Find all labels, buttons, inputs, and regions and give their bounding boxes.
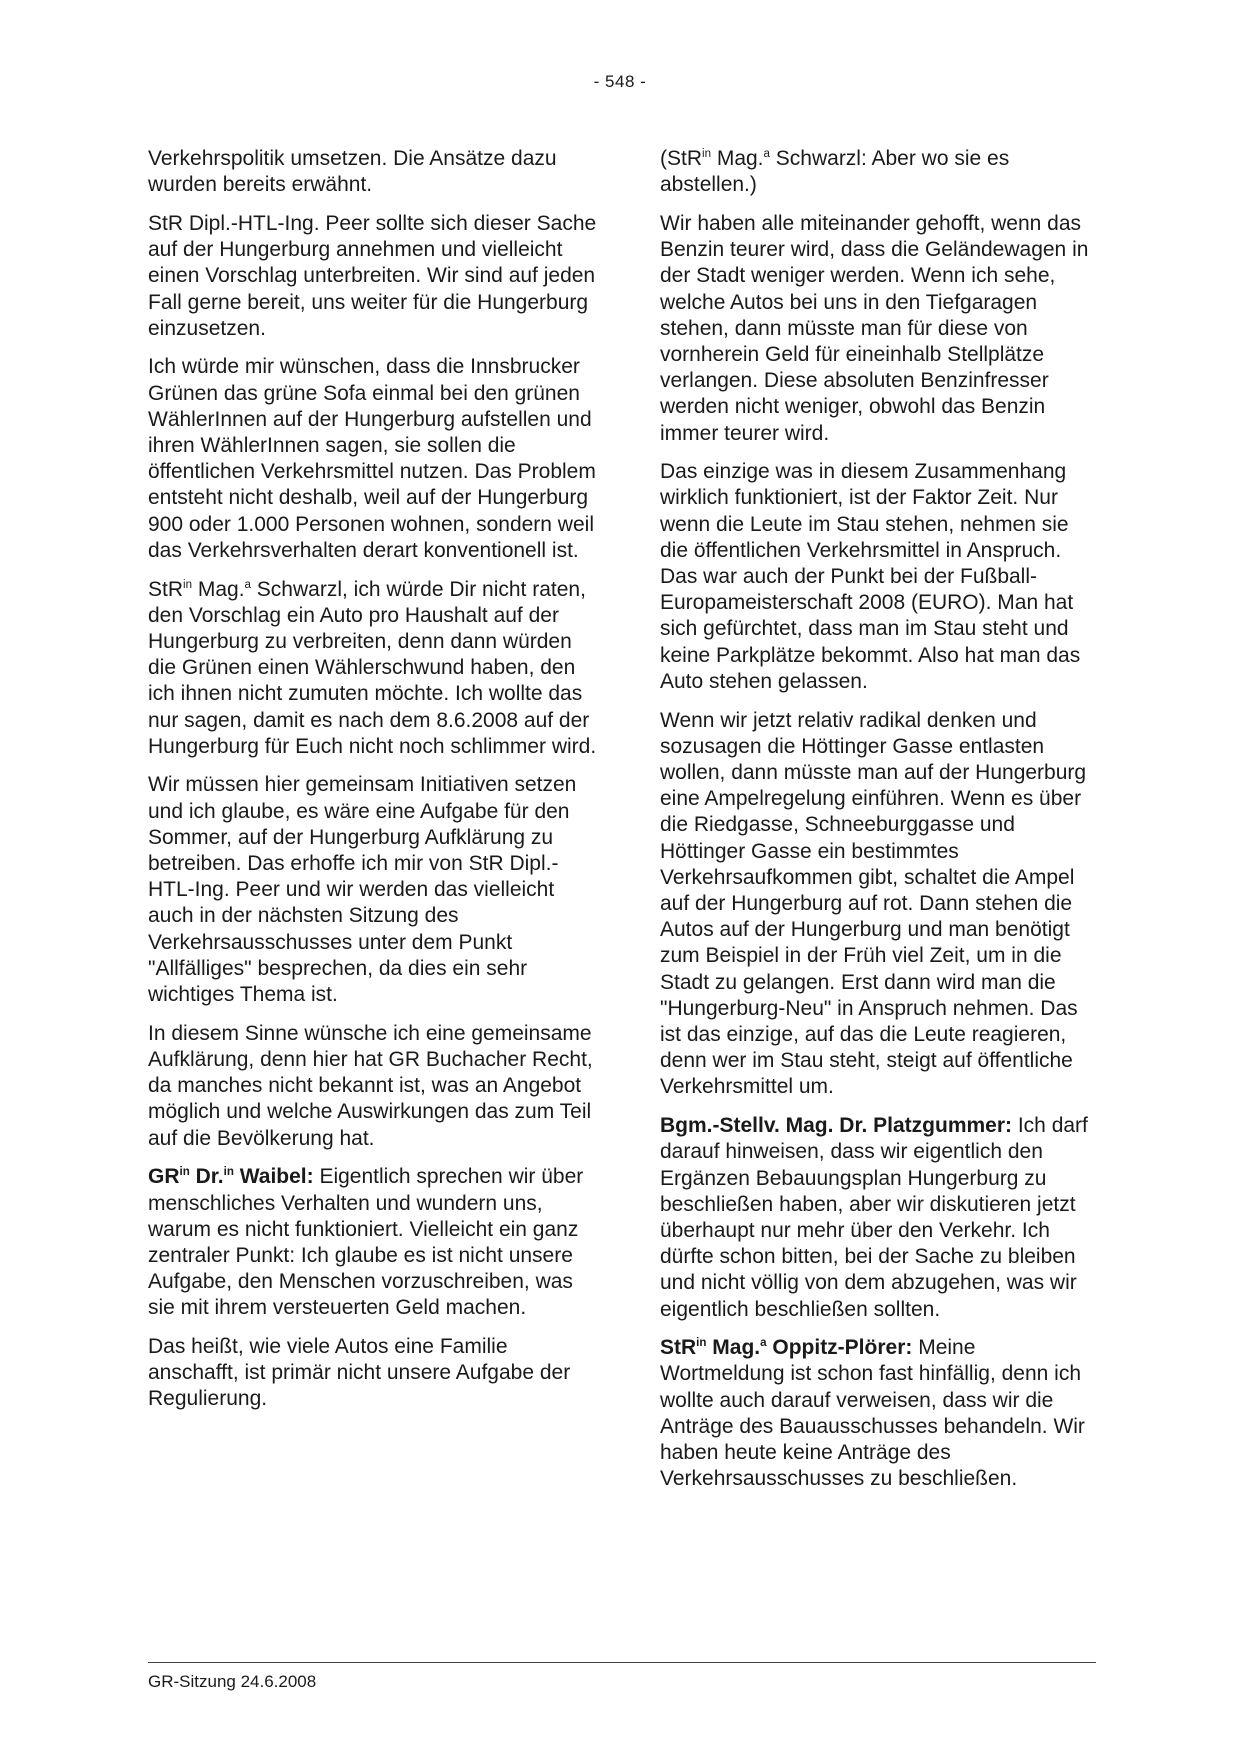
speaker-name: Bgm.-Stellv. Mag. Dr. Platzgummer:	[660, 1114, 1013, 1138]
paragraph: Wir müssen hier gemeinsam Initiativen setzen und ich glaube, es wäre eine Aufgabe für den Sommer, auf der Hungerburg Aufklärung zu betreiben. Das erhoffe ich mir von StR Dipl.-HTL-Ing. Peer und wir werden das vielleicht auch in der nächsten Sitzung des Verkehrsausschusses unter dem Punkt "Allfälliges" besprechen, da dies ein sehr wichtiges Thema ist.	[148, 773, 577, 1007]
paragraph-text: Eigentlich sprechen wir über menschliches Verhalten und wundern uns, warum es nicht funktioniert. Vielleicht ein ganz zentraler Punkt: Ich glaube es ist nicht unsere Aufgabe, den Menschen vorzuschreiben, was sie mit ihrem versteuerten Geld machen.	[148, 1165, 584, 1320]
speaker-title: GR	[148, 1165, 180, 1189]
paragraph-text: Meine Wortmeldung ist schon fast hinfällig, denn ich wollte auch darauf verweisen, dass wir die Anträge des Bauausschusses behandeln. Wir haben heute keine Anträge des Verkehrsausschusses zu beschließen.	[660, 1336, 1085, 1491]
footer-text: GR-Sitzung 24.6.2008	[148, 1672, 317, 1691]
speaker-title: Mag.	[192, 577, 245, 601]
speaker-name	[660, 1336, 912, 1359]
paragraph-text: Schwarzl, ich würde Dir nicht raten, den Vorschlag ein Auto pro Haushalt auf der Hungerburg zu verbreiten, denn dann würden die Grünen einen Wählerschwund haben, den ich ihnen nicht zumuten möchte. Ich wollte das nur sagen, damit es nach dem 8.6.2008 auf der Hungerburg für Euch nicht noch schlimmer wird.	[148, 577, 597, 758]
paragraph: In diesem Sinne wünsche ich eine gemeinsame Aufklärung, denn hier hat GR Buchacher Recht, da manches nicht bekannt ist, was an Angebot möglich und welche Auswirkungen das zum Teil auf die Bevölkerung hat.	[148, 1021, 593, 1150]
paragraph	[148, 577, 598, 760]
superscript: a	[763, 148, 770, 160]
paragraph-text: Schwarzl: Aber wo sie es abstellen.)	[660, 147, 1010, 197]
speaker-name	[148, 1165, 314, 1188]
paragraph: Wenn wir jetzt relativ radikal denken und sozusagen die Höttinger Gasse entlasten wollen, dann müsste man auf der Hungerburg eine Ampelregelung einführen. Wenn es über die Riedgasse, Schneeburggasse und Höttinger Gasse ein bestimmtes Verkehrsaufkommen gibt, schaltet die Ampel auf der Hungerburg auf rot. Dann stehen die Autos auf der Hungerburg und man benötigt zum Beispiel in der Früh viel Zeit, um in die Stadt zu gelangen. Erst dann wird man die "Hungerburg-Neu" in Anspruch nehmen. Das ist das einzige, auf das die Leute reagieren, denn wer im Stau steht, steigt auf öffentliche Verkehrsmittel um.	[660, 708, 1087, 1099]
paragraph	[660, 146, 1100, 198]
speaker-title: Mag.	[711, 147, 764, 170]
speaker-title: Dr.	[189, 1165, 224, 1189]
paragraph: Das heißt, wie viele Autos eine Familie anschafft, ist primär nicht unsere Aufgabe der Regulierung.	[148, 1335, 571, 1411]
paragraph: Ich würde mir wünschen, dass die Innsbrucker Grünen das grüne Sofa einmal bei den grünen WählerInnen auf der Hungerburg aufstellen und ihren WählerInnen sagen, sie sollen die öffentlichen Verkehrsmittel nutzen. Das Problem entsteht nicht deshalb, weil auf der Hungerburg 900 oder 1.000 Personen wohnen, sondern weil das Verkehrsverhalten derart konventionell ist.	[148, 355, 596, 562]
paragraph	[660, 1335, 1100, 1492]
speaker-surname: Waibel:	[233, 1165, 314, 1189]
paragraph: Das einzige was in diesem Zusammenhang wirklich funktioniert, ist der Faktor Zeit. Nur wenn die Leute im Stau stehen, nehmen sie die öffentlichen Verkehrsmittel in Anspruch. Das war auch der Punkt bei der Fußball-Europameisterschaft 2008 (EURO). Man hat sich gefürchtet, dass man im Stau steht und keine Parkplätze bekommt. Also hat man das Auto stehen gelassen.	[660, 460, 1081, 693]
paragraph: StR Dipl.-HTL-Ing. Peer sollte sich dieser Sache auf der Hungerburg annehmen und vielleicht einen Vorschlag unterbreiten. Wir sind auf jeden Fall gerne bereit, uns weiter für die Hungerburg einzusetzen.	[148, 211, 597, 340]
footer-divider	[148, 1662, 1096, 1663]
right-column	[660, 146, 1100, 1505]
left-column	[148, 146, 598, 1425]
superscript: in	[223, 1166, 234, 1179]
paragraph: Verkehrspolitik umsetzen. Die Ansätze dazu wurden bereits erwähnt.	[148, 147, 557, 197]
speaker-surname: Oppitz-Plörer:	[766, 1336, 913, 1360]
speaker-title: Mag.	[706, 1336, 761, 1360]
superscript: in	[183, 578, 193, 591]
superscript: a	[760, 1337, 767, 1350]
superscript: in	[696, 1337, 707, 1350]
superscript: in	[179, 1166, 190, 1179]
paragraph	[660, 1113, 1100, 1323]
speaker-title: StR	[660, 1336, 697, 1360]
speaker-title: (StR	[660, 147, 702, 170]
superscript: in	[702, 148, 711, 160]
page-number: - 548 -	[593, 72, 647, 91]
paragraph-text: Ich darf darauf hinweisen, dass wir eigentlich den Ergänzen Bebauungsplan Hungerburg zu beschließen haben, aber wir diskutieren jetzt überhaupt nur mehr über den Verkehr. Ich dürfte schon bitten, bei der Sache zu bleiben und nicht völlig von dem abzugehen, was wir eigentlich beschließen sollten.	[660, 1114, 1088, 1321]
superscript: a	[244, 578, 251, 591]
paragraph	[148, 1164, 598, 1321]
paragraph: Wir haben alle miteinander gehofft, wenn das Benzin teurer wird, dass die Geländewagen in der Stadt weniger werden. Wenn ich sehe, welche Autos bei uns in den Tiefgaragen stehen, dann müsste man für diese von vornherein Geld für eineinhalb Stellplätze verlangen. Diese absoluten Benzinfresser werden nicht weniger, obwohl das Benzin immer teurer wird.	[660, 211, 1089, 445]
speaker-title: StR	[148, 577, 184, 601]
